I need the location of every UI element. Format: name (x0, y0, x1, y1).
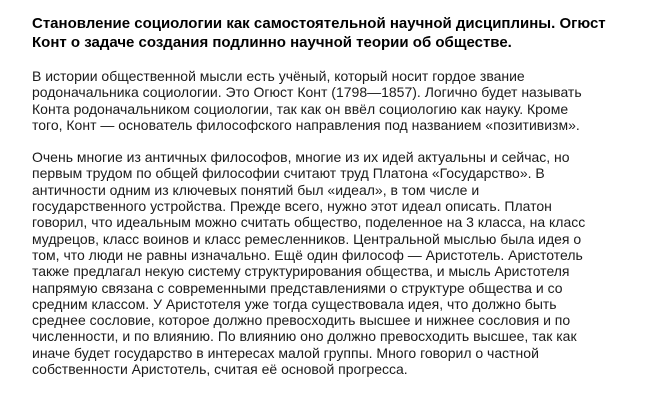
text-line: среднее сословие, которое должно превосходить высшее и нижнее сословия и по (32, 312, 571, 329)
text-line: говорил, что идеальным можно считать общество, поделенное на 3 класса, на класс (32, 214, 586, 231)
text-line: Конта родоначальником социологии, так как он ввёл социологию как науку. Кроме (32, 100, 569, 117)
text-line: государственного устройства. Прежде всего, нужно этот идеал описать. Платон (32, 198, 552, 215)
paragraph-comte (32, 68, 652, 133)
text-line: того, Конт — основатель философского направления под названием «позитивизм». (32, 116, 580, 133)
text-line: античности одним из ключевых понятий был «идеал», в том числе и (32, 181, 480, 198)
text-line: том, что люди не равны изначально. Ещё один философ — Аристотель. Аристотель (32, 246, 583, 263)
text-line: Очень многие из античных философов, многие из их идей актуальны и сейчас, но (32, 149, 570, 166)
text-line: также предлагал некую систему структурирования общества, и мысль Аристотеля (32, 263, 570, 280)
text-line: средним классом. У Аристотеля уже тогда существовала идея, что должно быть (32, 295, 557, 312)
text-line: родоначальника социологии. Это Огюст Конт (1798—1857). Логично будет называть (32, 84, 582, 101)
heading-line: Становление социологии как самостоятельной научной дисциплины. Огюст (32, 15, 606, 32)
text-line: первым трудом по общей философии считают труд Платона «Государство». В (32, 165, 545, 182)
text-line: иначе будет государство в интересах малой группы. Много говорил о частной (32, 344, 539, 361)
text-line: напрямую связана с современными представлениями о структуре общества и со (32, 279, 563, 296)
text-line: численности, и по влиянию. По влиянию оно должно превосходить высшее, так как (32, 328, 577, 345)
text-line: В истории общественной мысли есть учёный, который носит гордое звание (32, 68, 525, 84)
document (32, 14, 652, 393)
text-line: мудрецов, класс воинов и класс ремесленников. Центральной мыслью была идея о (32, 230, 582, 247)
heading-line: Конт о задаче создания подлинно научной теории об обществе. (32, 34, 512, 51)
text-line: собственности Аристотель, считая её основой прогресса. (32, 361, 408, 378)
section-heading (32, 14, 652, 52)
paragraph-antiquity (32, 149, 652, 377)
